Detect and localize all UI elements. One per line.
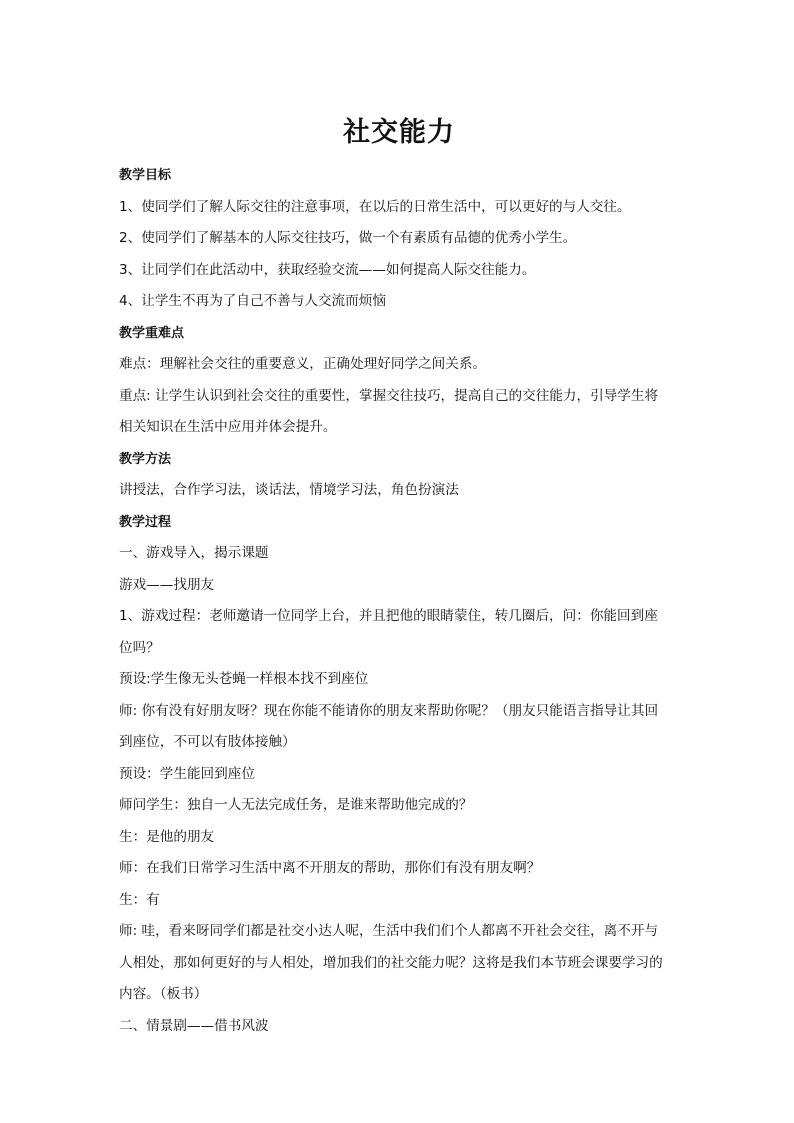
section-heading: 教学重难点 [119,325,185,341]
text-line: 3、让同学们在此活动中，获取经验交流——如何提高人际交往能力。 [119,261,536,278]
section-heading: 教学方法 [119,451,172,467]
text-line: 一、游戏导入，揭示课题 [119,545,269,561]
text-line: 重点: 让学生认识到社会交往的重要性，掌握交往技巧，提高自己的交往能力，引导学生将 [119,387,659,404]
text-line: 内容。（板书） [119,986,208,1002]
text-line: 师：在我们日常学习生活中离不开朋友的帮助，那你们有没有朋友啊？ [119,860,541,876]
text-line: 预设:学生像无头苍蝇一样根本找不到座位 [119,671,369,687]
section-heading: 教学过程 [119,514,172,530]
text-line: 到座位，不可以有肢体接触） [119,734,296,750]
text-line: 2、使同学们了解基本的人际交往技巧，做一个有素质有品德的优秀小学生。 [119,230,577,246]
text-line: 师问学生：独自一人无法完成任务，是谁来帮助他完成的？ [119,797,473,813]
text-line: 师: 哇，看来呀同学们都是社交小达人呢，生活中我们们个人都离不开社会交往，离不开与 [119,923,659,939]
text-line: 1、使同学们了解人际交往的注意事项，在以后的日常生活中，可以更好的与人交往。 [119,198,631,215]
text-line: 1、游戏过程：老师邀请一位同学上台，并且把他的眼睛蒙住，转几圈后，问：你能回到座 [119,608,658,624]
document-title: 社交能力 [343,117,455,148]
text-line: 游戏——找朋友 [119,576,215,593]
text-line: 讲授法，合作学习法，谈话法，情境学习法，角色扮演法 [119,482,459,498]
text-line: 生：有 [119,891,160,908]
text-line: 相关知识在生活中应用并体会提升。 [119,419,337,435]
document-body [119,114,679,1042]
document-text [119,160,679,1042]
section-heading: 教学目标 [119,168,172,183]
text-line: 生：是他的朋友 [119,828,215,845]
text-line: 难点：理解社会交往的重要意义，正确处理好同学之间关系。 [119,356,487,372]
text-line: 二、情景剧——借书风波 [119,1017,269,1034]
text-line: 预设：学生能回到座位 [119,765,255,782]
text-line: 位吗？ [119,639,160,656]
text-line: 4、让学生不再为了自己不善与人交流而烦恼 [119,293,386,309]
text-line: 师: 你有没有好朋友呀？现在你能不能请你的朋友来帮助你呢？（朋友只能语言指导让其回 [119,702,659,719]
text-line: 人相处，那如何更好的与人相处，增加我们的社交能力呢？这将是我们本节班会课要学习的 [119,954,663,971]
